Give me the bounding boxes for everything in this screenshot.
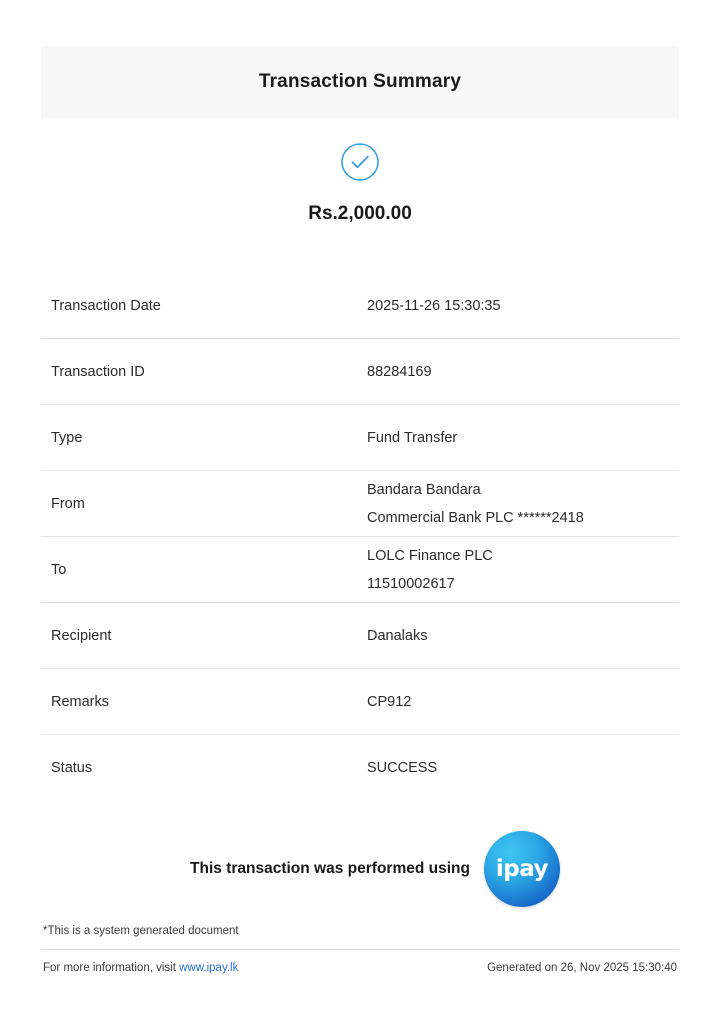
row-value-line1: Danalaks: [367, 627, 428, 644]
footer-info-prefix: For more information, visit: [43, 962, 180, 974]
row-label: Remarks: [51, 693, 110, 710]
row-label: Recipient: [51, 627, 112, 644]
footer: [41, 950, 679, 974]
table-row: [41, 603, 679, 669]
row-value-line1: 88284169: [367, 363, 432, 380]
row-label: Transaction Date: [51, 297, 161, 314]
row-label: From: [51, 495, 85, 512]
ipay-banner-text: This transaction was performed using: [190, 860, 470, 877]
row-value-line2: 11510002617: [367, 575, 455, 592]
table-row: [41, 405, 679, 471]
row-label: Type: [51, 429, 83, 446]
status-badge: SUCCESS: [367, 760, 438, 776]
table-row: [41, 537, 679, 603]
row-value: [367, 476, 669, 532]
transaction-receipt: [41, 46, 679, 974]
ipay-banner: [41, 827, 679, 911]
table-row: [41, 471, 679, 537]
row-value-line1: Fund Transfer: [367, 429, 458, 446]
row-label: Transaction ID: [51, 363, 145, 380]
ipay-logo: [484, 831, 560, 907]
transaction-amount: Rs.2,000.00: [308, 203, 412, 224]
header-band: [41, 46, 679, 118]
row-value: [367, 542, 669, 598]
table-row: [41, 669, 679, 735]
row-label: To: [51, 561, 67, 578]
ipay-website-link[interactable]: www.ipay.lk: [179, 962, 239, 974]
row-value-line1: 2025-11-26 15:30:35: [367, 297, 501, 314]
table-row: [41, 339, 679, 405]
table-row: [41, 273, 679, 339]
ipay-logo-text: ipay: [495, 856, 549, 882]
row-label: Status: [51, 760, 93, 776]
row-value: [367, 688, 669, 716]
row-value: [367, 424, 669, 452]
check-circle-icon: [340, 142, 380, 182]
footer-info: [43, 962, 238, 974]
row-value-line1: Bandara Bandara: [367, 481, 481, 498]
amount-block: [41, 118, 679, 225]
row-value: [367, 358, 669, 386]
row-value-line2: Commercial Bank PLC ******2418: [367, 509, 584, 526]
row-value: [367, 622, 669, 650]
row-value: [367, 292, 669, 320]
system-generated-note: *This is a system generated document: [41, 925, 679, 950]
generated-timestamp: Generated on 26, Nov 2025 15:30:40: [487, 962, 677, 974]
page-title: Transaction Summary: [258, 71, 462, 92]
table-row: [41, 735, 679, 801]
details-table: [41, 273, 679, 801]
row-value-line1: CP912: [367, 693, 412, 710]
row-value-line1: LOLC Finance PLC: [367, 547, 493, 564]
